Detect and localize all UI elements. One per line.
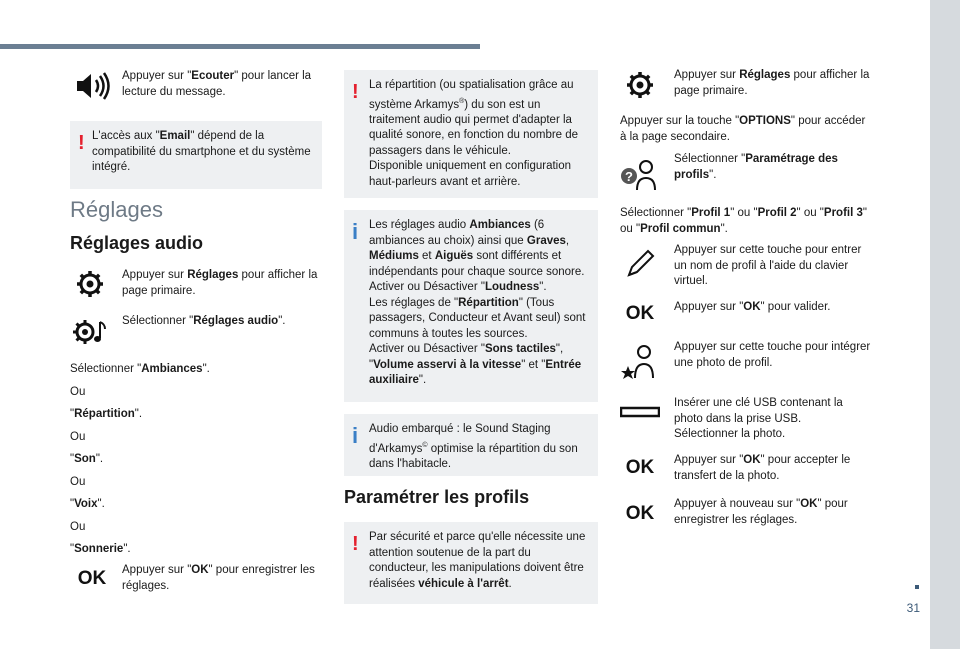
warning-mark: ! bbox=[352, 533, 359, 555]
photo-step: Appuyer sur cette touche pour intégrer une photo de profil. bbox=[674, 341, 871, 369]
option-list: Sélectionner "Ambiances". Ou "Répartition". Ou "Son". Ou "Voix". Ou "Sonnerie". bbox=[70, 363, 210, 555]
info-mark: i bbox=[352, 423, 359, 448]
page-number: 31 bbox=[906, 601, 920, 615]
warning-mark: ! bbox=[352, 81, 359, 103]
info-mark: i bbox=[352, 219, 359, 244]
profile-star-icon bbox=[620, 342, 660, 378]
settings-gear-icon bbox=[620, 67, 660, 103]
ok-save-step: Appuyer sur "OK" pour enregistrer les réglages. bbox=[122, 564, 315, 592]
reglages-audio-step: Sélectionner "Réglages audio". bbox=[122, 315, 286, 327]
warning-mark: ! bbox=[78, 132, 85, 154]
staging-info: i Audio embarqué : le Sound Staging d'Arkamys© optimise la répartition du son dans l'habitacle. bbox=[344, 414, 598, 476]
usb-step: Insérer une clé USB contenant la photo dans la prise USB. Sélectionner la photo. bbox=[674, 397, 843, 440]
speaker-icon bbox=[72, 68, 112, 104]
email-warning: ! L'accès aux "Email" dépend de la compatibilité du smartphone et du système intégré. bbox=[70, 121, 322, 189]
ok-button-icon: OK bbox=[625, 457, 655, 479]
ok-valider-step: Appuyer sur "OK" pour valider. bbox=[674, 301, 831, 313]
ok-transfert-step: Appuyer sur "OK" pour accepter le transfert de la photo. bbox=[674, 454, 851, 482]
section-title: Réglages bbox=[70, 197, 163, 222]
header-rule bbox=[0, 44, 480, 49]
svg-text:?: ? bbox=[625, 169, 633, 184]
page-dot bbox=[915, 585, 919, 589]
ok-enregistrer-step: Appuyer à nouveau sur "OK" pour enregistrer les réglages. bbox=[674, 498, 848, 526]
ok-button-icon: OK bbox=[625, 303, 655, 325]
profiles-title: Paramétrer les profils bbox=[344, 487, 530, 507]
profile-question-icon bbox=[620, 156, 660, 192]
ecouter-step: Appuyer sur "Ecouter" pour lancer la lecture du message. bbox=[122, 70, 312, 98]
ok-button-icon: OK bbox=[77, 568, 107, 590]
options-step: Appuyer sur la touche "OPTIONS" pour accéder à la page secondaire. bbox=[620, 115, 866, 143]
side-strip bbox=[930, 0, 960, 649]
reglages-step-2: Appuyer sur Réglages pour afficher la page primaire. bbox=[674, 69, 870, 97]
subsection-title: Réglages audio bbox=[70, 233, 204, 253]
reglages-step: Appuyer sur Réglages pour afficher la page primaire. bbox=[122, 269, 318, 297]
pencil-icon bbox=[620, 246, 660, 282]
parametrage-step: Sélectionner "Paramétrage des profils". bbox=[674, 153, 838, 181]
profil-select-step: Sélectionner "Profil 1" ou "Profil 2" ou "Profil 3" ou "Profil commun". bbox=[620, 207, 867, 235]
repartition-warning: ! La répartition (ou spatialisation grâce au système Arkamys®) du son est un traitement audio qui permet d'adapter la qualité sonore, en fonction du nombre de passagers dans le véhicule. Disponible uniquement en configuration haut-parleurs avant et arrière. bbox=[344, 70, 598, 198]
ambiances-info: i Les réglages audio Ambiances (6 ambiances au choix) ainsi que Graves, Médiums et Aiguës sont différents et indépendants pour chaque source sonore. Activer ou Désactiver "Loudness". Les réglages de "Répartition" (Tous passagers, Conducteur et Avant seul) sont communs à toutes les sources. Activer ou Désactiver "Sons tactiles", "Volume asservi à la vitesse" et "Entrée auxiliaire". bbox=[344, 210, 598, 402]
ok-button-icon: OK bbox=[625, 503, 655, 525]
usb-port-icon bbox=[620, 394, 660, 430]
nom-profil-step: Appuyer sur cette touche pour entrer un nom de profil à l'aide du clavier virtuel. bbox=[674, 244, 862, 287]
settings-gear-icon bbox=[70, 266, 110, 302]
securite-warning: ! Par sécurité et parce qu'elle nécessite une attention soutenue de la part du conducteur, les manipulations doivent être réalisées véhicule à l'arrêt. bbox=[344, 522, 598, 604]
audio-settings-icon bbox=[70, 314, 110, 350]
